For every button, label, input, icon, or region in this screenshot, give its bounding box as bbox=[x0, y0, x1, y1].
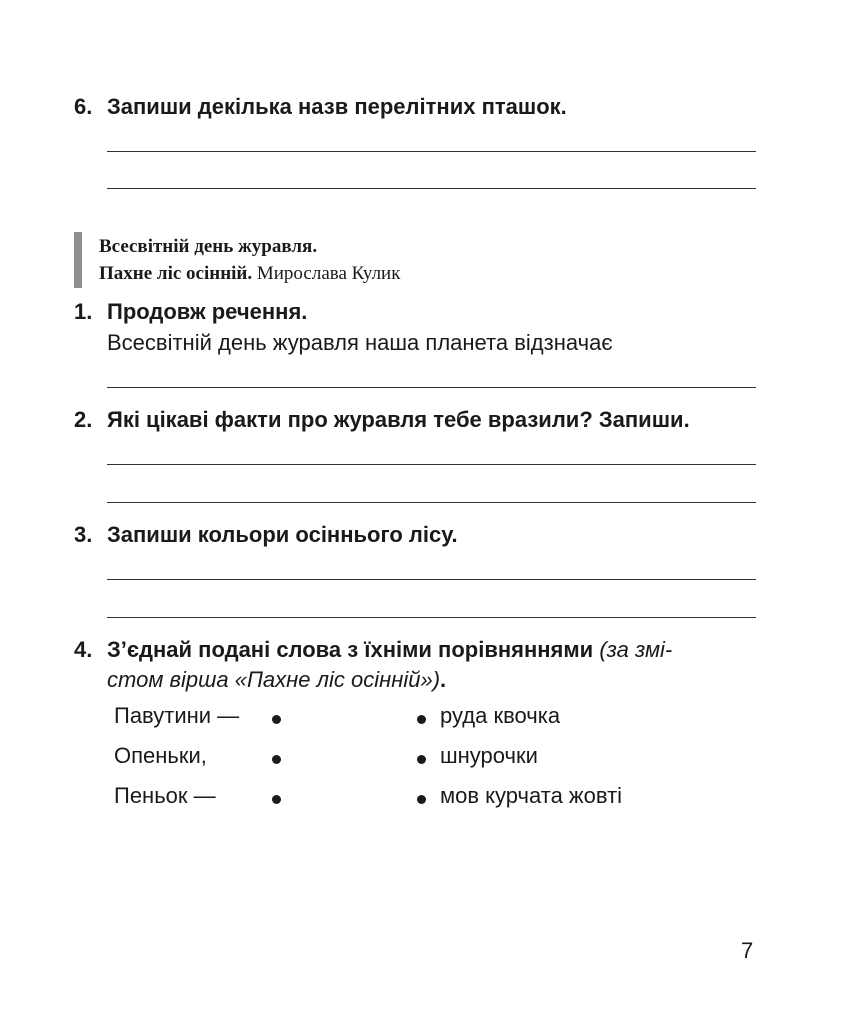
source-marker-bar bbox=[74, 232, 82, 288]
end-punctuation: . bbox=[440, 667, 447, 692]
answer-line[interactable] bbox=[107, 617, 756, 618]
task-number: 2. bbox=[74, 407, 93, 432]
source-line-1 bbox=[99, 234, 317, 260]
match-dot-left-3[interactable] bbox=[272, 795, 281, 804]
task-number: 3. bbox=[74, 522, 93, 547]
task-text: Запиши кольори осіннього лісу. bbox=[107, 522, 458, 547]
task-number: 1. bbox=[74, 299, 93, 324]
task-2 bbox=[74, 405, 690, 435]
left-word-1: Павутини — bbox=[114, 703, 240, 728]
task-note: (за змі- bbox=[599, 637, 673, 662]
sentence-start: Всесвітній день журавля наша планета відзначає bbox=[107, 330, 613, 355]
task-text: Які цікаві факти про журавля тебе вразили? Запиши. bbox=[107, 407, 690, 432]
task-text: Продовж речення. bbox=[107, 299, 308, 324]
task-text: З’єднай подані слова з їхніми порівняннями bbox=[107, 637, 594, 662]
source-author: Мирослава Кулик bbox=[256, 263, 401, 284]
task-4-line-2 bbox=[107, 665, 446, 695]
task-text: Запиши декілька назв перелітних пташок. bbox=[107, 94, 567, 119]
task-3 bbox=[74, 520, 458, 550]
page-number: 7 bbox=[741, 938, 754, 963]
right-word-1: руда квочка bbox=[440, 703, 561, 728]
task-number: 6. bbox=[74, 94, 93, 119]
match-dot-right-1[interactable] bbox=[417, 715, 426, 724]
task-6 bbox=[74, 92, 567, 122]
left-word-2: Опеньки, bbox=[114, 743, 207, 768]
source-title: Пахне ліс осінній. bbox=[99, 263, 253, 284]
match-dot-left-1[interactable] bbox=[272, 715, 281, 724]
answer-line[interactable] bbox=[107, 188, 756, 189]
answer-line[interactable] bbox=[107, 387, 756, 388]
right-word-2: шнурочки bbox=[440, 743, 538, 768]
match-dot-right-2[interactable] bbox=[417, 755, 426, 764]
task-number: 4. bbox=[74, 637, 93, 662]
answer-line[interactable] bbox=[107, 151, 756, 152]
task-note: стом вірша «Пахне ліс осінній») bbox=[107, 667, 441, 692]
answer-line[interactable] bbox=[107, 502, 756, 503]
match-dot-right-3[interactable] bbox=[417, 795, 426, 804]
task-1 bbox=[74, 297, 307, 327]
source-title: Всесвітній день журавля. bbox=[99, 236, 318, 257]
answer-line[interactable] bbox=[107, 464, 756, 465]
task-4 bbox=[74, 635, 672, 665]
answer-line[interactable] bbox=[107, 579, 756, 580]
match-dot-left-2[interactable] bbox=[272, 755, 281, 764]
right-word-3: мов курчата жовті bbox=[440, 783, 623, 808]
left-word-3: Пеньок — bbox=[114, 783, 216, 808]
source-line-2 bbox=[99, 261, 400, 287]
